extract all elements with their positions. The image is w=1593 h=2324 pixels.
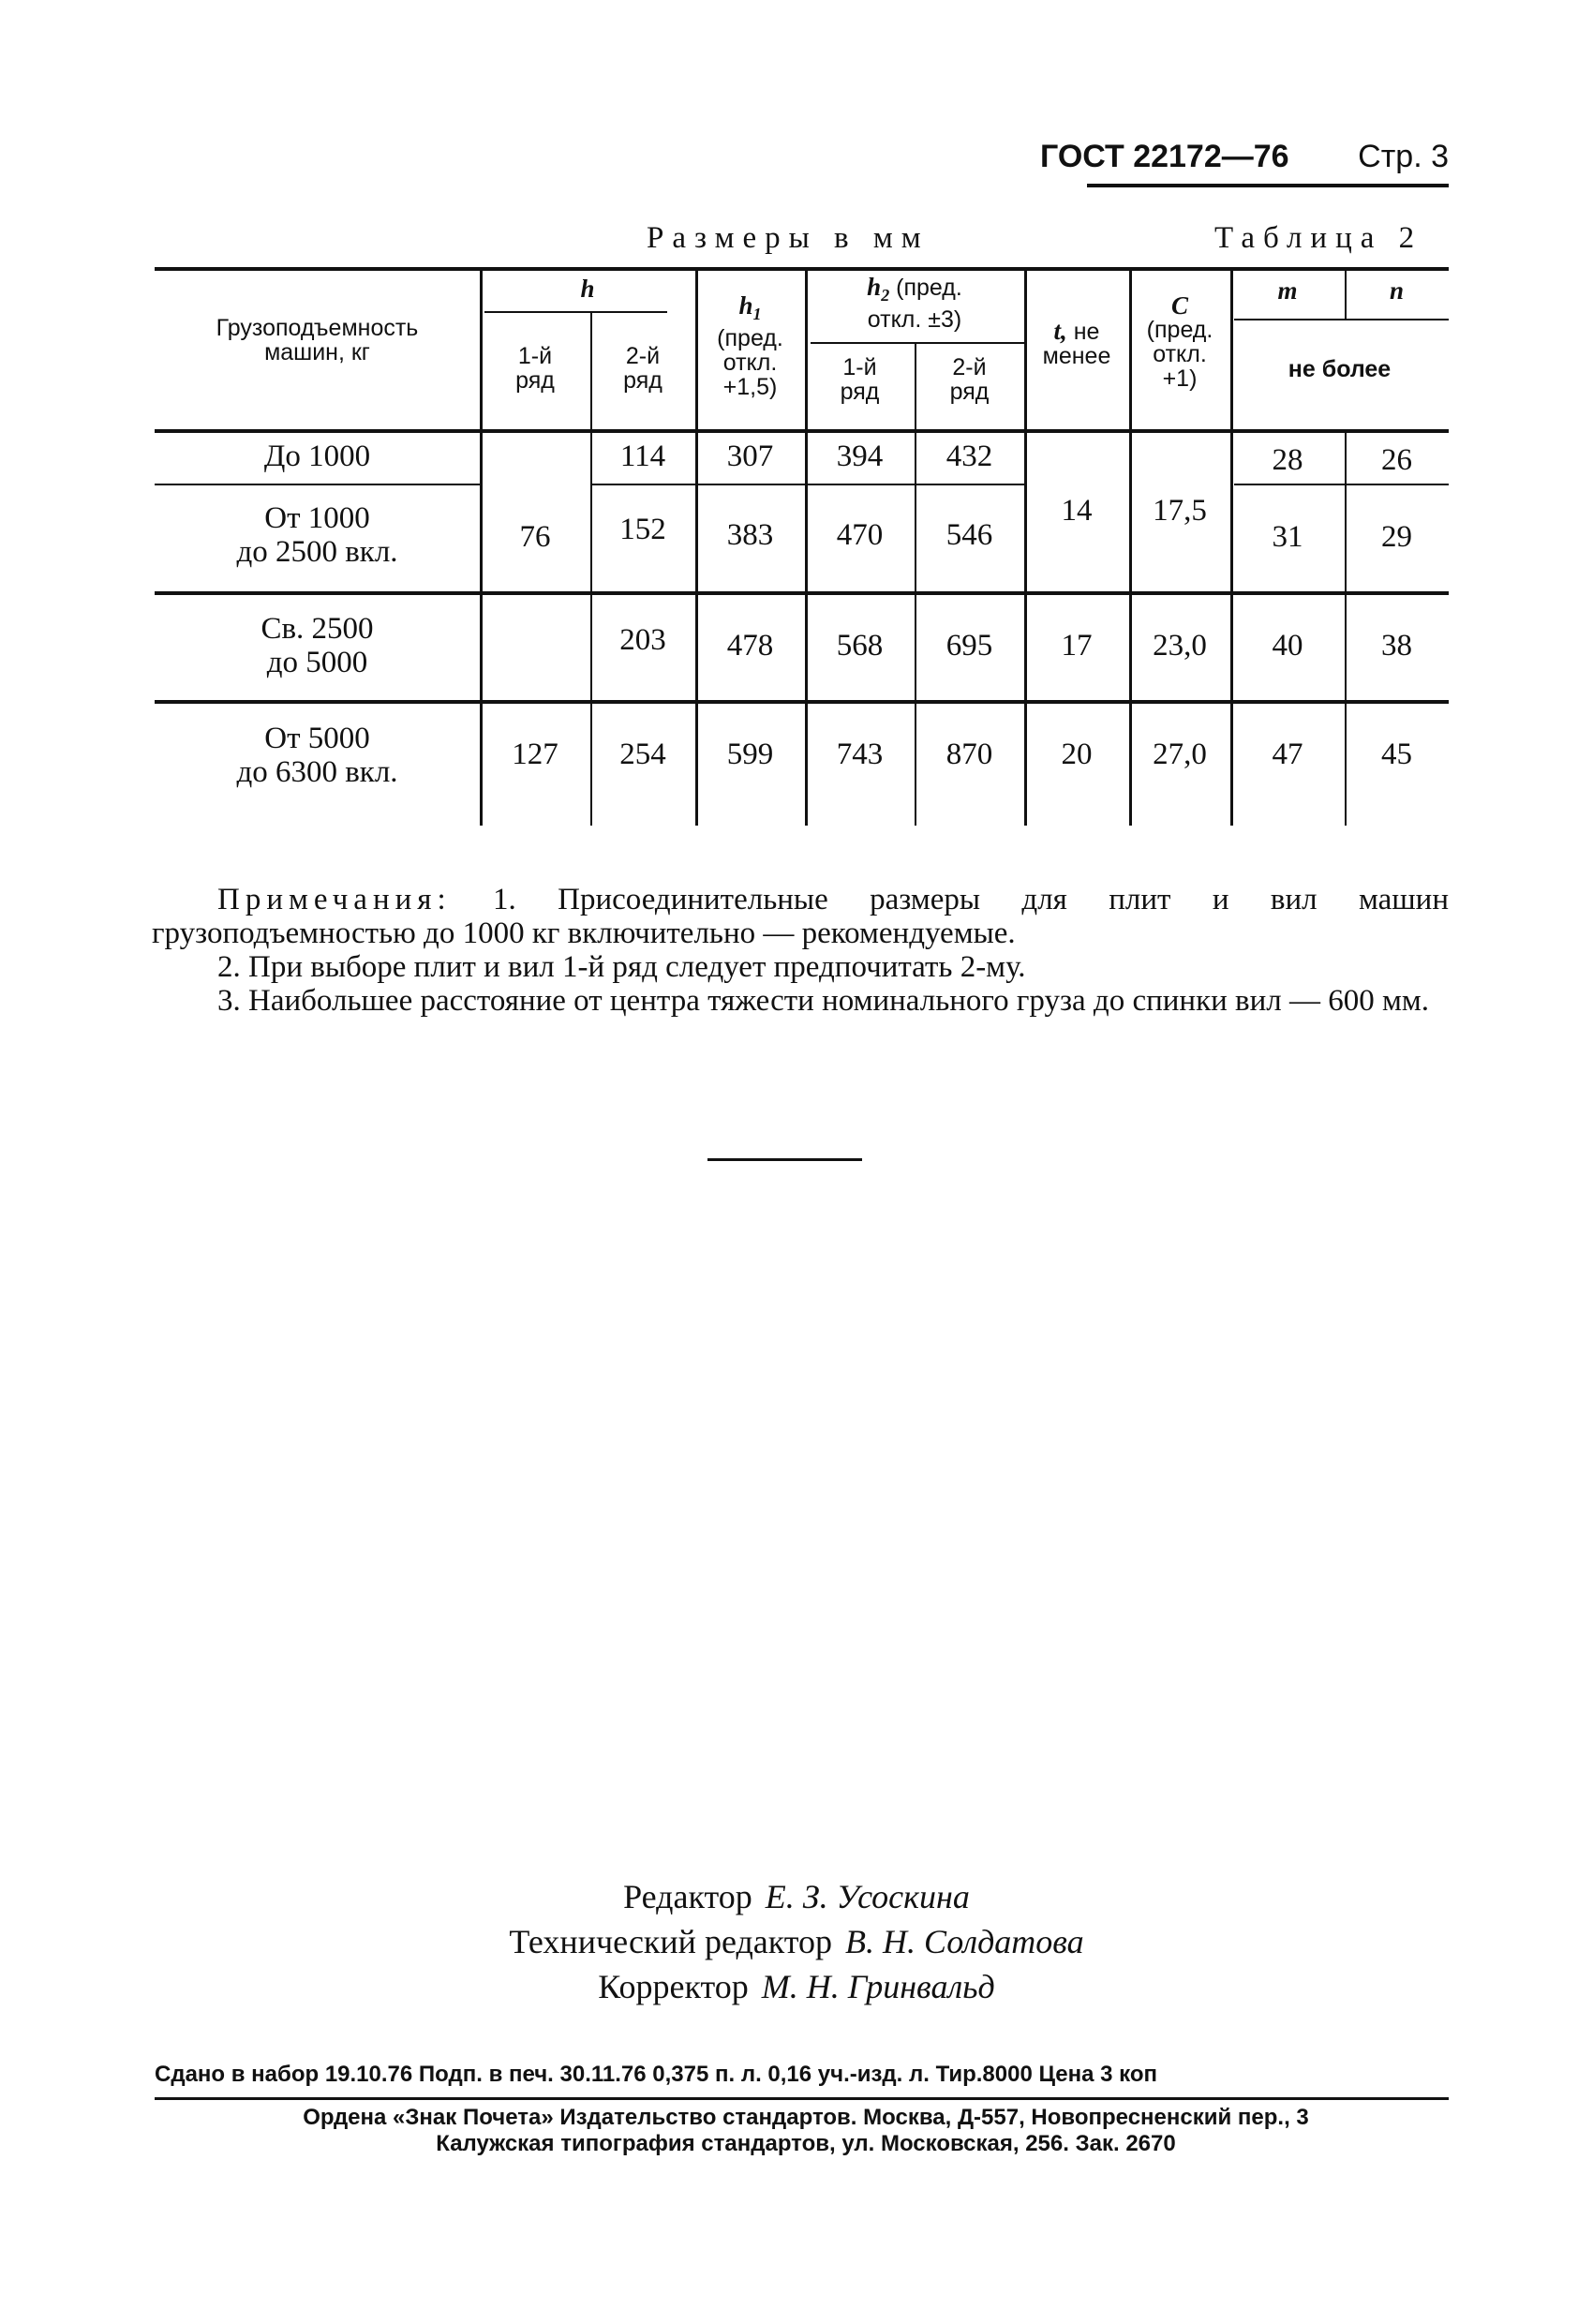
h-subheader-rule xyxy=(484,311,667,313)
row1-rule-c xyxy=(1234,484,1449,485)
imprint-publisher-line1: Ордена «Знак Почета» Издательство стандартов. Москва, Д-557, Новопресненский пер., 3 xyxy=(303,2105,1309,2130)
header-h2-row1 xyxy=(805,355,915,404)
row1-m: 28 xyxy=(1272,443,1303,477)
header-bottom-rule xyxy=(155,429,1449,433)
row4-capacity-line1: От 5000 xyxy=(264,722,370,755)
row1-h2-1st: 394 xyxy=(836,439,884,473)
row3-rule xyxy=(155,700,1449,704)
dimensions-table xyxy=(155,267,1449,826)
row1-rule-a xyxy=(155,484,480,485)
table-top-rule xyxy=(155,267,1449,271)
row2-capacity-line1: От 1000 xyxy=(264,501,370,535)
row2-h1: 383 xyxy=(726,518,774,552)
header-h: h xyxy=(580,275,595,303)
header-h-row1-line2: ряд xyxy=(515,367,555,394)
row2-h2-1st: 470 xyxy=(836,518,884,552)
row2-h2-2nd: 546 xyxy=(945,518,993,552)
credit-tech-editor xyxy=(375,1919,1218,1964)
page-number: Стр. 3 xyxy=(1358,139,1449,174)
credit-editor xyxy=(375,1874,1218,1919)
row4-h-2nd: 254 xyxy=(619,737,666,771)
header-capacity-line1: Грузоподъемность xyxy=(216,315,419,341)
row2-n: 29 xyxy=(1381,520,1412,554)
imprint-rule xyxy=(155,2097,1449,2100)
header-h2 xyxy=(805,275,1024,332)
header-c-tol-line3: +1) xyxy=(1162,365,1198,392)
header-rule xyxy=(1087,184,1449,187)
row1-capacity: До 1000 xyxy=(263,439,371,473)
row3-capacity-line2: до 5000 xyxy=(266,646,368,679)
row3-h2-2nd: 695 xyxy=(945,629,993,663)
header-h-row2-line2: ряд xyxy=(623,367,663,394)
credit-editor-role: Редактор xyxy=(623,1878,752,1915)
row4-capacity xyxy=(155,722,480,789)
header-h-row1-line1: 1-й xyxy=(517,343,553,369)
row3-h-2nd: 203 xyxy=(619,623,666,657)
row2-capacity xyxy=(155,501,480,569)
header-h2-row2-line1: 2-й xyxy=(952,354,987,380)
header-h-row1 xyxy=(480,344,590,393)
header-h2-row2-line2: ряд xyxy=(949,379,990,405)
header-h1-symbol xyxy=(695,293,805,326)
header-h2-row1-line1: 1-й xyxy=(842,354,877,380)
row3-capacity-line1: Св. 2500 xyxy=(261,612,374,646)
row3-m: 40 xyxy=(1272,629,1303,663)
credit-proofreader-role: Корректор xyxy=(598,1968,749,2005)
header-t-line1 xyxy=(1024,319,1129,344)
h2-subheader-rule xyxy=(811,342,1026,344)
note-1-start: 1. Присоединительные размеры для плит и вил машин xyxy=(493,883,1450,916)
header-c-tol-line2: откл. xyxy=(1153,341,1207,367)
table-caption: Таблица 2 xyxy=(1214,221,1423,255)
header-h1-tol-line1: (пред. xyxy=(717,325,783,351)
row4-h2-1st: 743 xyxy=(836,737,884,771)
header-t-line2: менее xyxy=(1042,343,1111,369)
header-h1 xyxy=(695,293,805,399)
header-h1-letter: h xyxy=(738,291,753,320)
imprint-publisher-line2: Калужская типография стандартов, ул. Московская, 256. Зак. 2670 xyxy=(436,2131,1176,2156)
header-h2-letter: h xyxy=(867,273,882,301)
row1-h-2nd: 114 xyxy=(619,439,666,473)
row4-h2-2nd: 870 xyxy=(945,737,993,771)
merged-t-14: 14 xyxy=(1061,494,1093,528)
header-capacity-line2: машин, кг xyxy=(264,339,370,365)
credit-tech-editor-role: Технический редактор xyxy=(509,1923,833,1960)
row2-capacity-line2: до 2500 вкл. xyxy=(236,535,398,569)
header-no-more: не более xyxy=(1288,356,1392,382)
row1-rule-b xyxy=(592,484,1026,485)
credits xyxy=(375,1874,1218,2009)
header-h2-subscript: 2 xyxy=(881,286,890,305)
row4-capacity-line2: до 6300 вкл. xyxy=(236,755,398,789)
standard-number: ГОСТ 22172—76 xyxy=(1040,139,1289,174)
header-capacity xyxy=(155,316,480,365)
credit-editor-name: Е. З. Усоскина xyxy=(765,1878,970,1915)
credit-proofreader xyxy=(375,1964,1218,2009)
notes-label: Примечания: xyxy=(217,883,452,916)
header-t-letter: t, xyxy=(1053,317,1067,345)
credit-proofreader-name: М. Н. Гринвальд xyxy=(761,1968,995,2005)
note-3: 3. Наибольшее расстояние от центра тяжести номинального груза до спинки вил — 600 мм. xyxy=(217,984,1429,1018)
row3-n: 38 xyxy=(1381,629,1412,663)
row1-h2-2nd: 432 xyxy=(945,439,993,473)
imprint-print-details: Сдано в набор 19.10.76 Подп. в печ. 30.11.76 0,375 п. л. 0,16 уч.-изд. л. Тир.8000 Цена 3 коп xyxy=(155,2062,1158,2087)
header-t-suffix: не xyxy=(1073,319,1100,345)
header-h-row2 xyxy=(590,344,695,393)
imprint-publisher xyxy=(155,2105,1457,2157)
table-notes xyxy=(152,883,1449,1018)
note-1-line1 xyxy=(152,883,1449,916)
mn-subheader-rule xyxy=(1234,319,1449,320)
row4-h1: 599 xyxy=(726,737,774,771)
merged-c-17-5: 17,5 xyxy=(1153,494,1207,528)
header-c-tol-line1: (пред. xyxy=(1146,317,1213,343)
credit-tech-editor-name: В. Н. Солдатова xyxy=(845,1923,1084,1960)
row4-n: 45 xyxy=(1381,737,1412,771)
row4-h-1st: 127 xyxy=(512,737,558,771)
row4-m: 47 xyxy=(1272,737,1303,771)
note-1-line2: грузоподъемностью до 1000 кг включительно — рекомендуемые. xyxy=(152,916,1016,950)
header-h2-row1-line2: ряд xyxy=(840,379,880,405)
header-c-letter: C xyxy=(1170,291,1188,320)
row2-h-2nd: 152 xyxy=(619,513,666,546)
row3-capacity xyxy=(155,612,480,679)
row4-c: 27,0 xyxy=(1153,737,1207,771)
running-header xyxy=(1040,139,1449,180)
header-h1-subscript: 1 xyxy=(752,305,762,323)
header-t xyxy=(1024,319,1129,368)
row2-m: 31 xyxy=(1272,520,1303,554)
header-m: m xyxy=(1277,276,1298,305)
header-h1-tol-line2: откл. xyxy=(722,350,778,376)
header-h2-tol-part1: (пред. xyxy=(896,275,962,301)
row1-n: 26 xyxy=(1381,443,1412,477)
row1-h1: 307 xyxy=(726,439,774,473)
header-h2-tol-line2: откл. ±3) xyxy=(867,306,962,333)
header-c xyxy=(1129,293,1230,391)
note-2: 2. При выборе плит и вил 1-й ряд следует предпочитать 2-му. xyxy=(217,950,1026,984)
merged-h-1st-76: 76 xyxy=(519,520,551,554)
row4-t: 20 xyxy=(1061,737,1093,771)
row3-t: 17 xyxy=(1061,629,1093,663)
row2-rule xyxy=(155,591,1449,595)
header-h2-row2 xyxy=(915,355,1024,404)
row3-h1: 478 xyxy=(726,629,774,663)
header-h1-tol-line3: +1,5) xyxy=(722,374,778,400)
header-h-row2-line1: 2-й xyxy=(625,343,661,369)
header-h2-line1 xyxy=(805,275,1024,307)
header-n: n xyxy=(1389,276,1405,305)
row3-h2-1st: 568 xyxy=(836,629,884,663)
row3-c: 23,0 xyxy=(1153,629,1207,663)
section-divider xyxy=(707,1158,862,1161)
units-caption: Размеры в мм xyxy=(647,221,930,255)
